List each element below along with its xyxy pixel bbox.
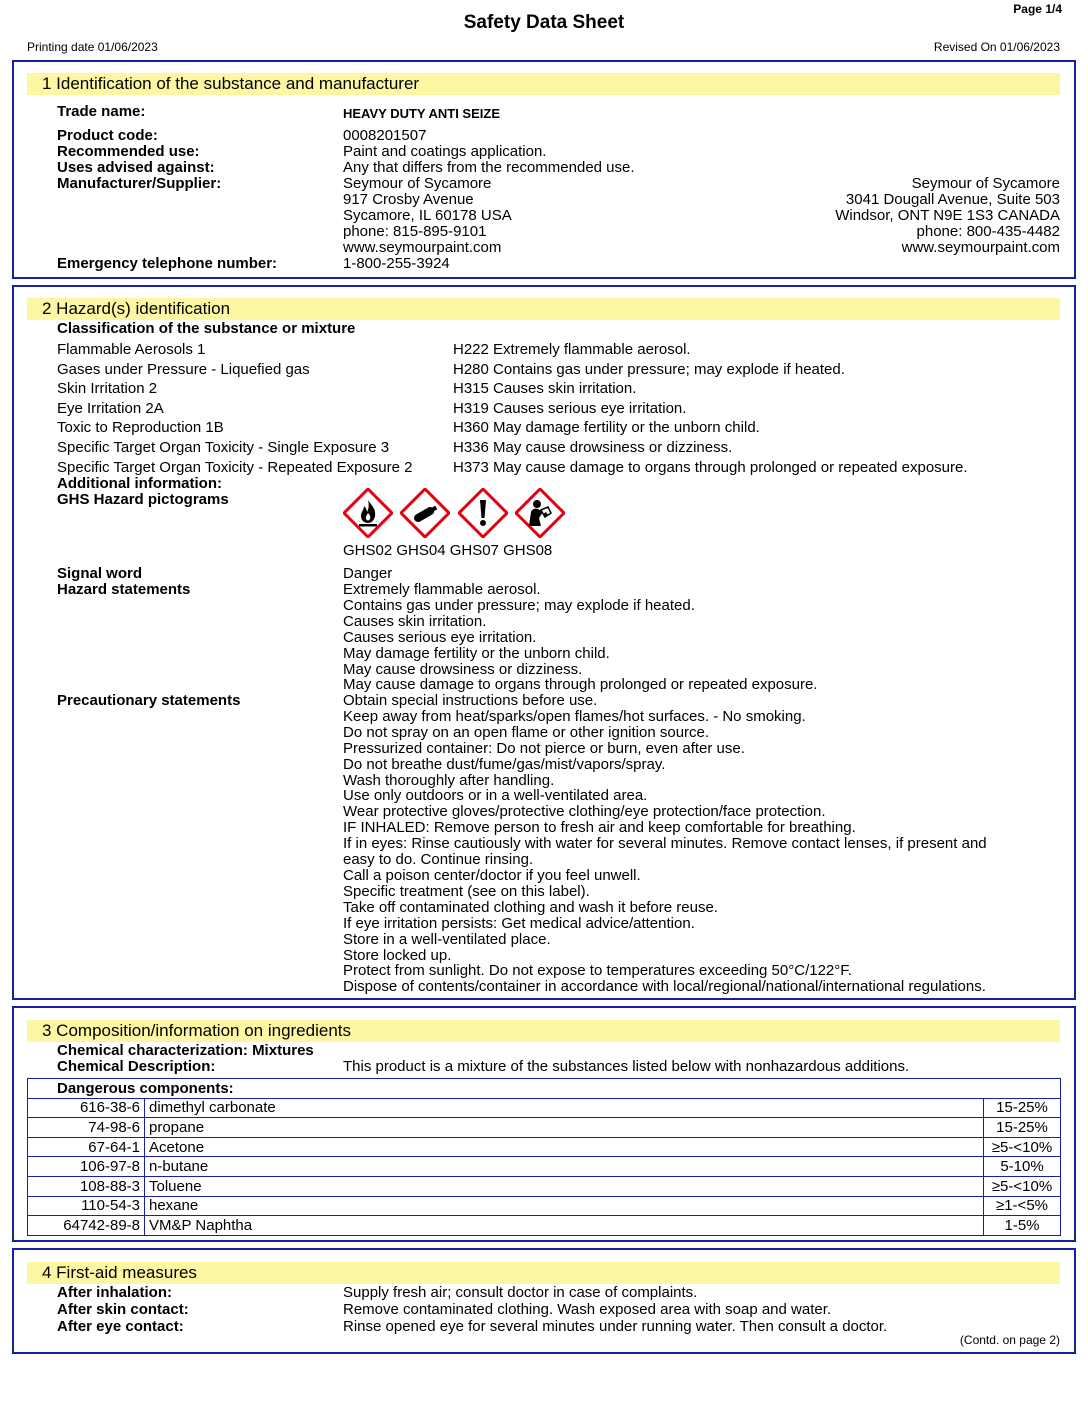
table-row — [28, 1098, 1061, 1118]
pictogram-codes: GHS02 GHS04 GHS07 GHS08 — [343, 542, 553, 559]
ca-address-line: phone: 800-435-4482 — [916, 223, 1060, 240]
cas-number: 64742-89-8 — [28, 1216, 145, 1236]
component-name: VM&P Naphtha — [145, 1216, 984, 1236]
gas-cylinder-pictogram-icon — [400, 488, 450, 538]
dangerous-components-label: Dangerous components: — [28, 1079, 1061, 1099]
precautionary-statement: Take off contaminated clothing and wash it before reuse. — [343, 898, 718, 916]
precautionary-statement: Protect from sunlight. Do not expose to temperatures exceeding 50°C/122°F. — [343, 962, 852, 980]
precautionary-statement: Do not spray on an open flame or other ignition source. — [343, 723, 710, 741]
document-title: Safety Data Sheet — [463, 12, 625, 33]
precautionary-statement: Use only outdoors or in a well-ventilated area. — [343, 787, 648, 805]
us-address-line: Seymour of Sycamore — [343, 175, 492, 192]
hazard-code: H319 Causes serious eye irritation. — [453, 399, 687, 417]
ca-address-line: Windsor, ONT N9E 1S3 CANADA — [835, 207, 1060, 224]
us-address-line: Sycamore, IL 60178 USA — [343, 207, 512, 224]
component-percentage: 5-10% — [984, 1157, 1061, 1177]
precautionary-statement: Obtain special instructions before use. — [343, 692, 598, 709]
component-percentage: ≥5-<10% — [984, 1176, 1061, 1196]
hazard-code: H360 May damage fertility or the unborn child. — [453, 419, 760, 437]
component-name: propane — [145, 1118, 984, 1138]
precautionary-statement: Do not breathe dust/fume/gas/mist/vapors/spray. — [343, 755, 666, 773]
us-address-line: phone: 815-895-9101 — [343, 223, 487, 240]
classification-name: Flammable Aerosols 1 — [57, 341, 206, 358]
component-name: hexane — [145, 1196, 984, 1216]
uses-advised-against-value: Any that differs from the recommended use. — [343, 159, 635, 176]
classification-name: Skin Irritation 2 — [57, 380, 158, 398]
after-skin-contact-value: Remove contaminated clothing. Wash exposed area with soap and water. — [343, 1301, 832, 1318]
precautionary-statement: Wear protective gloves/protective clothing/eye protection/face protection. — [343, 803, 826, 821]
section-1-title: 1 Identification of the substance and manufacturer — [27, 73, 1060, 95]
precautionary-statement: easy to do. Continue rinsing. — [343, 851, 534, 869]
precautionary-statement: Wash thoroughly after handling. — [343, 771, 555, 789]
component-percentage: ≥5-<10% — [984, 1137, 1061, 1157]
table-row — [28, 1196, 1061, 1216]
flame-pictogram-icon — [343, 488, 393, 538]
precautionary-statement: IF INHALED: Remove person to fresh air and keep comfortable for breathing. — [343, 819, 856, 837]
classification-label: Classification of the substance or mixture — [57, 320, 356, 337]
component-name: n-butane — [145, 1157, 984, 1177]
continued-note: (Contd. on page 2) — [959, 1333, 1060, 1347]
classification-name: Specific Target Organ Toxicity - Single Exposure 3 — [57, 439, 390, 456]
manufacturer-label: Manufacturer/Supplier: — [57, 175, 222, 192]
precautionary-statement: Store in a well-ventilated place. — [343, 930, 551, 948]
chemical-characterization-label: Chemical characterization: Mixtures — [57, 1042, 314, 1059]
hazard-statement: May cause drowsiness or dizziness. — [343, 660, 583, 678]
table-row — [28, 1157, 1061, 1177]
table-header-row — [28, 1079, 1061, 1099]
component-name: Acetone — [145, 1137, 984, 1157]
component-name: Toluene — [145, 1176, 984, 1196]
classification-name: Specific Target Organ Toxicity - Repeated Exposure 2 — [57, 458, 413, 476]
component-percentage: ≥1-<5% — [984, 1196, 1061, 1216]
table-row — [28, 1176, 1061, 1196]
component-name: dimethyl carbonate — [145, 1098, 984, 1118]
hazard-statement: May cause damage to organs through prolonged or repeated exposure. — [343, 676, 818, 694]
precautionary-statement: Keep away from heat/sparks/open flames/hot surfaces. - No smoking. — [343, 707, 806, 725]
after-eye-contact-label: After eye contact: — [57, 1318, 184, 1335]
section-2-title: 2 Hazard(s) identification — [27, 298, 1060, 320]
ghs-pictograms-label: GHS Hazard pictograms — [57, 491, 229, 508]
precautionary-statement: Pressurized container: Do not pierce or burn, even after use. — [343, 739, 745, 757]
trade-name-label: Trade name: — [57, 103, 146, 120]
health-hazard-pictogram-icon — [515, 488, 565, 538]
hazard-code: H280 Contains gas under pressure; may explode if heated. — [453, 360, 845, 378]
signal-word-label: Signal word — [57, 565, 143, 582]
precautionary-statement: Call a poison center/doctor if you feel unwell. — [343, 866, 641, 884]
product-code-value: 0008201507 — [343, 127, 427, 144]
after-inhalation-label: After inhalation: — [57, 1284, 172, 1301]
precautionary-statement: If eye irritation persists: Get medical advice/attention. — [343, 914, 695, 932]
ca-address-line: 3041 Dougall Avenue, Suite 503 — [845, 191, 1060, 208]
dangerous-components-table — [27, 1078, 1061, 1236]
component-percentage: 15-25% — [984, 1118, 1061, 1138]
hazard-code: H315 Causes skin irritation. — [453, 380, 637, 398]
precautionary-statement: Store locked up. — [343, 946, 452, 964]
revised-date: Revised On 01/06/2023 — [933, 40, 1060, 54]
signal-word-value: Danger — [343, 565, 393, 582]
trade-name-value: HEAVY DUTY ANTI SEIZE — [343, 106, 500, 121]
ca-address-line: Seymour of Sycamore — [911, 175, 1060, 192]
us-address-line: 917 Crosby Avenue — [343, 191, 474, 208]
hazard-code: H336 May cause drowsiness or dizziness. — [453, 439, 733, 456]
classification-name: Toxic to Reproduction 1B — [57, 419, 224, 437]
exclamation-pictogram-icon — [458, 488, 508, 538]
hazard-statements-label: Hazard statements — [57, 581, 191, 598]
additional-information-label: Additional information: — [57, 475, 222, 492]
hazard-code: H373 May cause damage to organs through prolonged or repeated exposure. — [453, 458, 968, 476]
component-percentage: 15-25% — [984, 1098, 1061, 1118]
section-3-title: 3 Composition/information on ingredients — [27, 1020, 1060, 1042]
cas-number: 108-88-3 — [28, 1176, 145, 1196]
precautionary-statements-list — [343, 693, 1063, 995]
precautionary-statement: If in eyes: Rinse cautiously with water for several minutes. Remove contact lenses, if present and — [343, 835, 987, 853]
product-code-label: Product code: — [57, 127, 158, 144]
hazard-code: H222 Extremely flammable aerosol. — [453, 341, 691, 358]
uses-advised-against-label: Uses advised against: — [57, 159, 215, 176]
cas-number: 110-54-3 — [28, 1196, 145, 1216]
after-skin-contact-label: After skin contact: — [57, 1301, 189, 1318]
component-percentage: 1-5% — [984, 1216, 1061, 1236]
classification-name: Eye Irritation 2A — [57, 399, 164, 417]
hazard-statement: Extremely flammable aerosol. — [343, 581, 541, 598]
classification-name: Gases under Pressure - Liquefied gas — [57, 360, 310, 378]
recommended-use-value: Paint and coatings application. — [343, 143, 547, 160]
after-inhalation-value: Supply fresh air; consult doctor in case of complaints. — [343, 1284, 698, 1301]
hazard-statements-list — [343, 582, 1063, 693]
emergency-phone-label: Emergency telephone number: — [57, 255, 278, 272]
precautionary-statement: Dispose of contents/container in accordance with local/regional/national/international regulations. — [343, 978, 986, 996]
precautionary-statements-label: Precautionary statements — [57, 692, 241, 709]
us-address-line: www.seymourpaint.com — [343, 239, 502, 256]
cas-number: 616-38-6 — [28, 1098, 145, 1118]
precautionary-statement: Specific treatment (see on this label). — [343, 882, 590, 900]
section-4-title: 4 First-aid measures — [27, 1262, 1060, 1284]
emergency-phone-value: 1-800-255-3924 — [343, 255, 450, 272]
chemical-description-value: This product is a mixture of the substances listed below with nonhazardous additions. — [343, 1058, 910, 1075]
after-eye-contact-value: Rinse opened eye for several minutes under running water. Then consult a doctor. — [343, 1318, 888, 1335]
page-number: Page 1/4 — [1013, 2, 1062, 16]
table-row — [28, 1118, 1061, 1138]
cas-number: 67-64-1 — [28, 1137, 145, 1157]
cas-number: 74-98-6 — [28, 1118, 145, 1138]
recommended-use-label: Recommended use: — [57, 143, 200, 160]
hazard-statement: May damage fertility or the unborn child. — [343, 644, 610, 662]
table-row — [28, 1137, 1061, 1157]
cas-number: 106-97-8 — [28, 1157, 145, 1177]
hazard-statement: Causes skin irritation. — [343, 612, 487, 630]
ca-address-line: www.seymourpaint.com — [901, 239, 1060, 256]
printing-date: Printing date 01/06/2023 — [27, 40, 158, 54]
chemical-description-label: Chemical Description: — [57, 1058, 216, 1075]
table-row — [28, 1216, 1061, 1236]
hazard-statement: Contains gas under pressure; may explode if heated. — [343, 596, 695, 614]
hazard-statement: Causes serious eye irritation. — [343, 628, 537, 646]
